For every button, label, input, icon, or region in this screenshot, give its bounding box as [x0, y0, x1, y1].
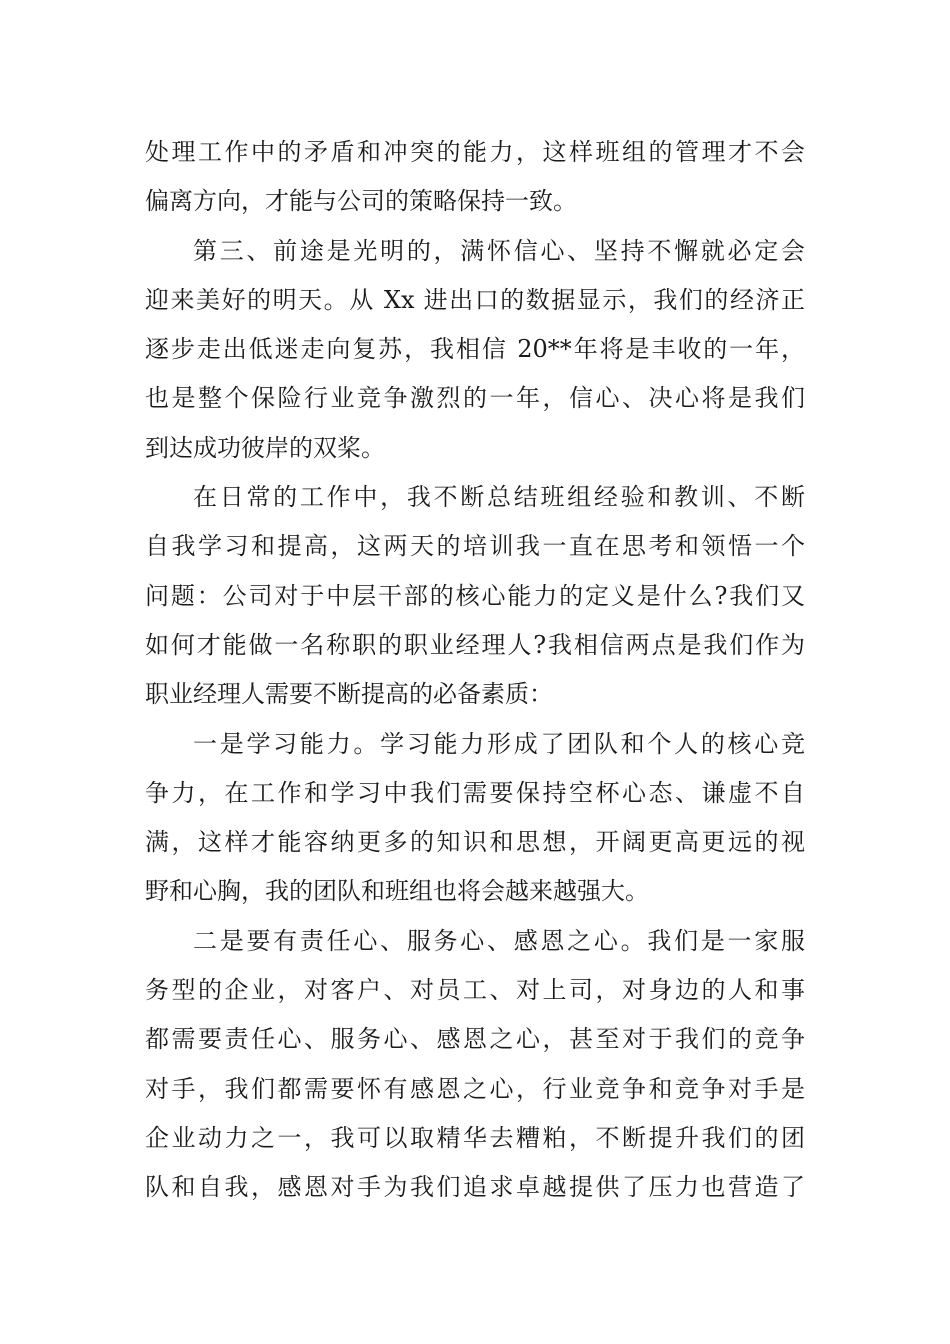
text-line: 争力，在工作和学习中我们需要保持空杯心态、谦虚不自 [145, 778, 805, 807]
text-line: 如何才能做一名称职的职业经理人?我相信两点是我们作为 [145, 630, 805, 659]
text-line: 也是整个保险行业竞争激烈的一年，信心、决心将是我们 [145, 384, 805, 413]
text-line: 对手，我们都需要怀有感恩之心，行业竞争和竞争对手是 [145, 1074, 805, 1103]
text-line: 满，这样才能容纳更多的知识和思想，开阔更高更远的视 [145, 828, 805, 857]
text-line: 一是学习能力。学习能力形成了团队和个人的核心竞 [193, 729, 805, 758]
text-line: 处理工作中的矛盾和冲突的能力，这样班组的管理才不会 [145, 138, 805, 166]
text-line: 二是要有责任心、服务心、感恩之心。我们是一家服 [193, 926, 805, 955]
text-line: 逐步走出低迷走向复苏，我相信 20**年将是丰收的一年， [145, 335, 805, 364]
text-line: 偏离方向，才能与公司的策略保持一致。 [145, 187, 577, 216]
text-line: 职业经理人需要不断提高的必备素质： [145, 680, 553, 709]
text-line: 都需要责任心、服务心、感恩之心，甚至对于我们的竞争 [145, 1025, 805, 1054]
text-line: 迎来美好的明天。从 Xx 进出口的数据显示，我们的经济正 [145, 285, 805, 314]
text-line: 到达成功彼岸的双桨。 [145, 433, 385, 462]
text-line: 队和自我，感恩对手为我们追求卓越提供了压力也营造了 [145, 1173, 805, 1202]
text-line: 务型的企业，对客户、对员工、对上司，对身边的人和事 [145, 976, 805, 1005]
text-line: 企业动力之一，我可以取精华去糟粕，不断提升我们的团 [145, 1123, 805, 1152]
text-line: 在日常的工作中，我不断总结班组经验和教训、不断 [193, 483, 805, 512]
text-line: 第三、前途是光明的，满怀信心、坚持不懈就必定会 [193, 236, 805, 265]
text-line: 自我学习和提高，这两天的培训我一直在思考和领悟一个 [145, 532, 805, 561]
text-line: 问题：公司对于中层干部的核心能力的定义是什么?我们又 [145, 581, 805, 610]
document-body [145, 128, 805, 1213]
text-line: 野和心胸，我的团队和班组也将会越来越强大。 [145, 877, 649, 906]
